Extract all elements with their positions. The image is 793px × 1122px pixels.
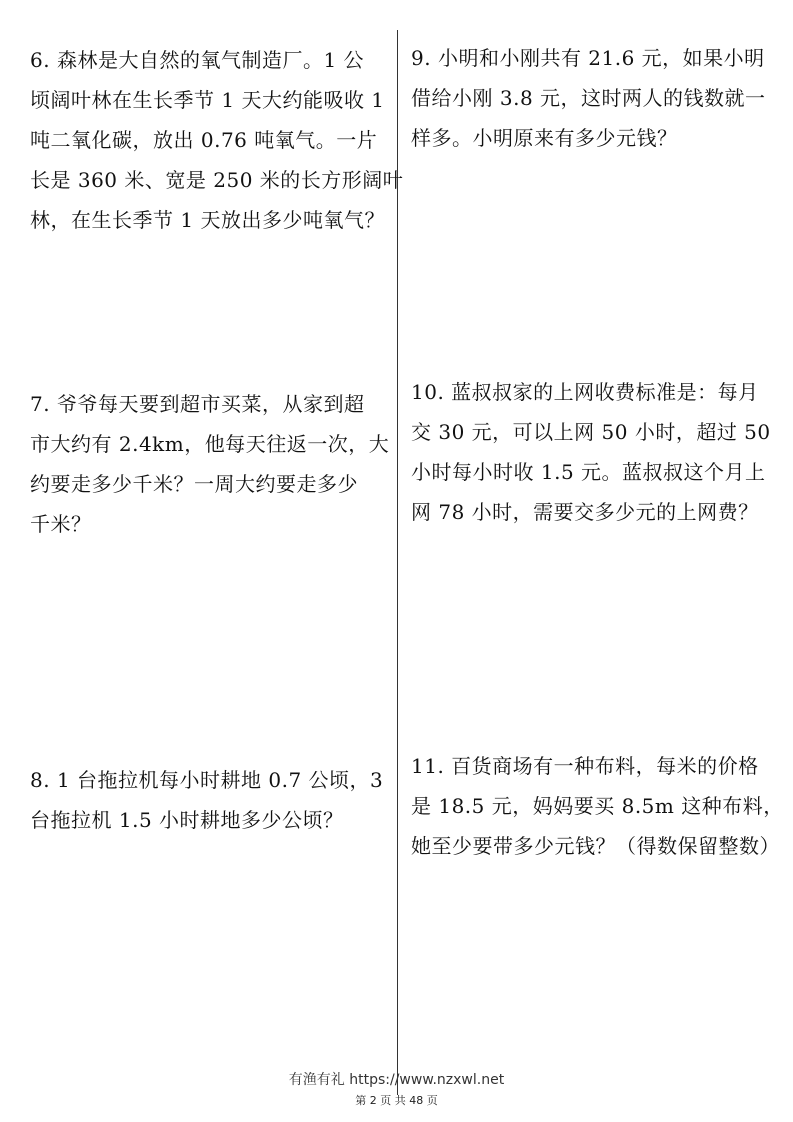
problem-9 <box>411 38 766 158</box>
problem-6-line-3: 吨二氧化碳，放出 0.76 吨氧气。一片 <box>30 128 378 152</box>
problem-10-line-3: 小时每小时收 1.5 元。蓝叔叔这个月上 <box>411 460 766 484</box>
page-number: 第 2 页 共 48 页 <box>355 1094 438 1107</box>
problem-7-line-4: 千米？ <box>30 512 92 536</box>
problem-9-line-3: 样多。小明原来有多少元钱？ <box>411 126 678 150</box>
problem-8 <box>30 760 383 840</box>
problem-9-line-1: 9. 小明和小刚共有 21.6 元，如果小明 <box>411 46 765 70</box>
problem-10-line-4: 网 78 小时，需要交多少元的上网费？ <box>411 500 759 524</box>
problem-10-line-2: 交 30 元，可以上网 50 小时，超过 50 <box>411 420 771 444</box>
problem-6 <box>30 40 403 240</box>
problem-8-line-2: 台拖拉机 1.5 小时耕地多少公顷？ <box>30 808 344 832</box>
problem-7-line-1: 7. 爷爷每天要到超市买菜，从家到超 <box>30 392 365 416</box>
problem-11-line-1: 11. 百货商场有一种布料，每米的价格 <box>411 754 759 778</box>
problem-9-line-2: 借给小刚 3.8 元，这时两人的钱数就一 <box>411 86 766 110</box>
problem-8-line-1: 8. 1 台拖拉机每小时耕地 0.7 公顷，3 <box>30 768 384 792</box>
problem-6-line-1: 6. 森林是大自然的氧气制造厂。1 公 <box>30 48 365 72</box>
problem-11 <box>411 746 784 866</box>
problem-6-line-2: 顷阔叶林在生长季节 1 天大约能吸收 1 <box>30 88 385 112</box>
footer-site-link[interactable]: 有渔有礼 https://www.nzxwl.net <box>288 1072 505 1088</box>
problem-7-line-3: 约要走多少千米？一周大约要走多少 <box>30 472 358 496</box>
problem-10 <box>411 372 771 532</box>
problem-6-line-4: 长是 360 米、宽是 250 米的长方形阔叶 <box>30 168 404 192</box>
problem-11-line-3: 她至少要带多少元钱？（得数保留整数） <box>411 834 780 858</box>
problem-10-line-1: 10. 蓝叔叔家的上网收费标准是：每月 <box>411 380 759 404</box>
problem-6-line-5: 林，在生长季节 1 天放出多少吨氧气？ <box>30 208 385 232</box>
problem-11-line-2: 是 18.5 元，妈妈要买 8.5m 这种布料， <box>411 794 784 818</box>
problem-7 <box>30 384 389 544</box>
problem-7-line-2: 市大约有 2.4km，他每天往返一次，大 <box>30 432 390 456</box>
